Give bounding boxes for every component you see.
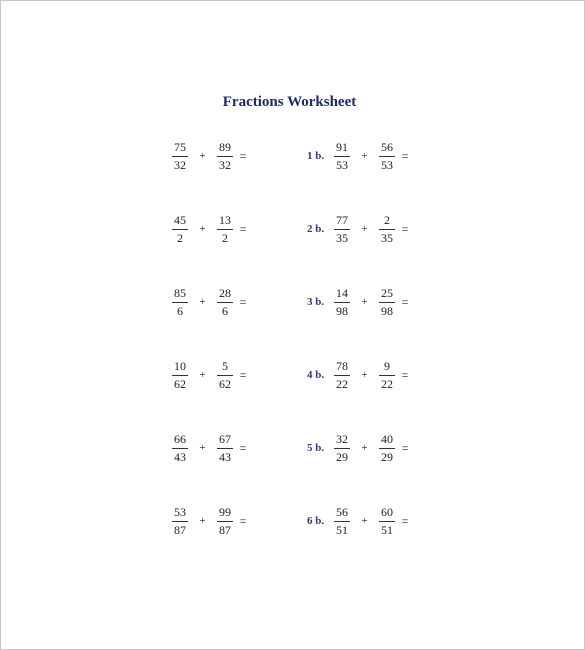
numerator: 77 [336,212,348,227]
fraction-first [171,433,189,464]
numerator: 53 [174,504,186,519]
problem-3a [171,284,252,320]
denominator: 35 [336,230,348,245]
equals-sign: = [239,440,247,455]
numerator: 78 [336,358,348,373]
equals-sign: = [401,294,409,309]
equals-sign: = [401,440,409,455]
numerator: 75 [174,139,186,154]
denominator: 98 [336,303,348,318]
equals-sign: = [239,148,247,163]
plus-sign: + [199,150,206,162]
plus-sign: + [199,442,206,454]
denominator: 51 [336,522,348,537]
numerator: 32 [336,431,348,446]
equals-sign: = [401,513,409,528]
numerator: 5 [222,358,228,373]
problem-1b [307,138,414,174]
plus-sign: + [199,223,206,235]
fraction-second [378,506,396,537]
numerator: 89 [219,139,231,154]
problem-label: 2 b. [307,223,325,235]
equals-sign: = [239,367,247,382]
problem-label: 4 b. [307,369,325,381]
fraction-first [171,141,189,172]
fraction-second [216,360,234,391]
numerator: 56 [381,139,393,154]
numerator: 60 [381,504,393,519]
plus-sign: + [199,515,206,527]
numerator: 14 [336,285,348,300]
fraction-second [216,433,234,464]
denominator: 87 [174,522,186,537]
equals-sign: = [401,221,409,236]
denominator: 53 [336,157,348,172]
numerator: 40 [381,431,393,446]
fraction-first [171,287,189,318]
plus-sign: + [361,296,368,308]
fraction-second [216,287,234,318]
worksheet-title: Fractions Worksheet [222,94,357,110]
problem-4b [307,357,414,393]
numerator: 85 [174,285,186,300]
fraction-first [171,506,189,537]
equals-sign: = [401,367,409,382]
plus-sign: + [361,223,368,235]
denominator: 22 [336,376,348,391]
numerator: 66 [174,431,186,446]
problem-2a [171,211,252,247]
problem-label: 6 b. [307,515,325,527]
fraction-second [378,141,396,172]
denominator: 32 [219,157,231,172]
numerator: 10 [174,358,186,373]
plus-sign: + [361,369,368,381]
problem-5a [171,430,252,466]
fraction-second [378,360,396,391]
denominator: 22 [381,376,393,391]
denominator: 29 [381,449,393,464]
fraction-first [171,214,189,245]
problem-2b [307,211,414,247]
problem-4a [171,357,252,393]
numerator: 28 [219,285,231,300]
numerator: 45 [174,212,186,227]
plus-sign: + [199,369,206,381]
denominator: 2 [177,230,183,245]
fraction-second [216,506,234,537]
plus-sign: + [361,150,368,162]
problem-6a [171,503,252,539]
problem-5b [307,430,414,466]
fraction-second [378,214,396,245]
denominator: 53 [381,157,393,172]
denominator: 87 [219,522,231,537]
denominator: 62 [174,376,186,391]
fraction-first [333,214,351,245]
plus-sign: + [361,515,368,527]
fraction-first [333,506,351,537]
problem-6b [307,503,414,539]
fraction-first [171,360,189,391]
plus-sign: + [361,442,368,454]
denominator: 2 [222,230,228,245]
denominator: 43 [174,449,186,464]
fraction-first [333,141,351,172]
equals-sign: = [401,148,409,163]
numerator: 13 [219,212,231,227]
numerator: 2 [384,212,390,227]
problem-label: 3 b. [307,296,325,308]
denominator: 62 [219,376,231,391]
denominator: 35 [381,230,393,245]
equals-sign: = [239,513,247,528]
denominator: 32 [174,157,186,172]
denominator: 29 [336,449,348,464]
numerator: 25 [381,285,393,300]
numerator: 67 [219,431,231,446]
fraction-first [333,287,351,318]
equals-sign: = [239,221,247,236]
denominator: 51 [381,522,393,537]
equals-sign: = [239,294,247,309]
fraction-first [333,433,351,464]
fraction-second [378,433,396,464]
denominator: 98 [381,303,393,318]
problem-1a [171,138,252,174]
numerator: 91 [336,139,348,154]
fraction-second [378,287,396,318]
plus-sign: + [199,296,206,308]
denominator: 6 [222,303,228,318]
denominator: 43 [219,449,231,464]
fraction-second [216,141,234,172]
fraction-first [333,360,351,391]
denominator: 6 [177,303,183,318]
numerator: 99 [219,504,231,519]
numerator: 56 [336,504,348,519]
problem-label: 1 b. [307,150,325,162]
numerator: 9 [384,358,390,373]
fraction-second [216,214,234,245]
problem-label: 5 b. [307,442,325,454]
problem-3b [307,284,414,320]
